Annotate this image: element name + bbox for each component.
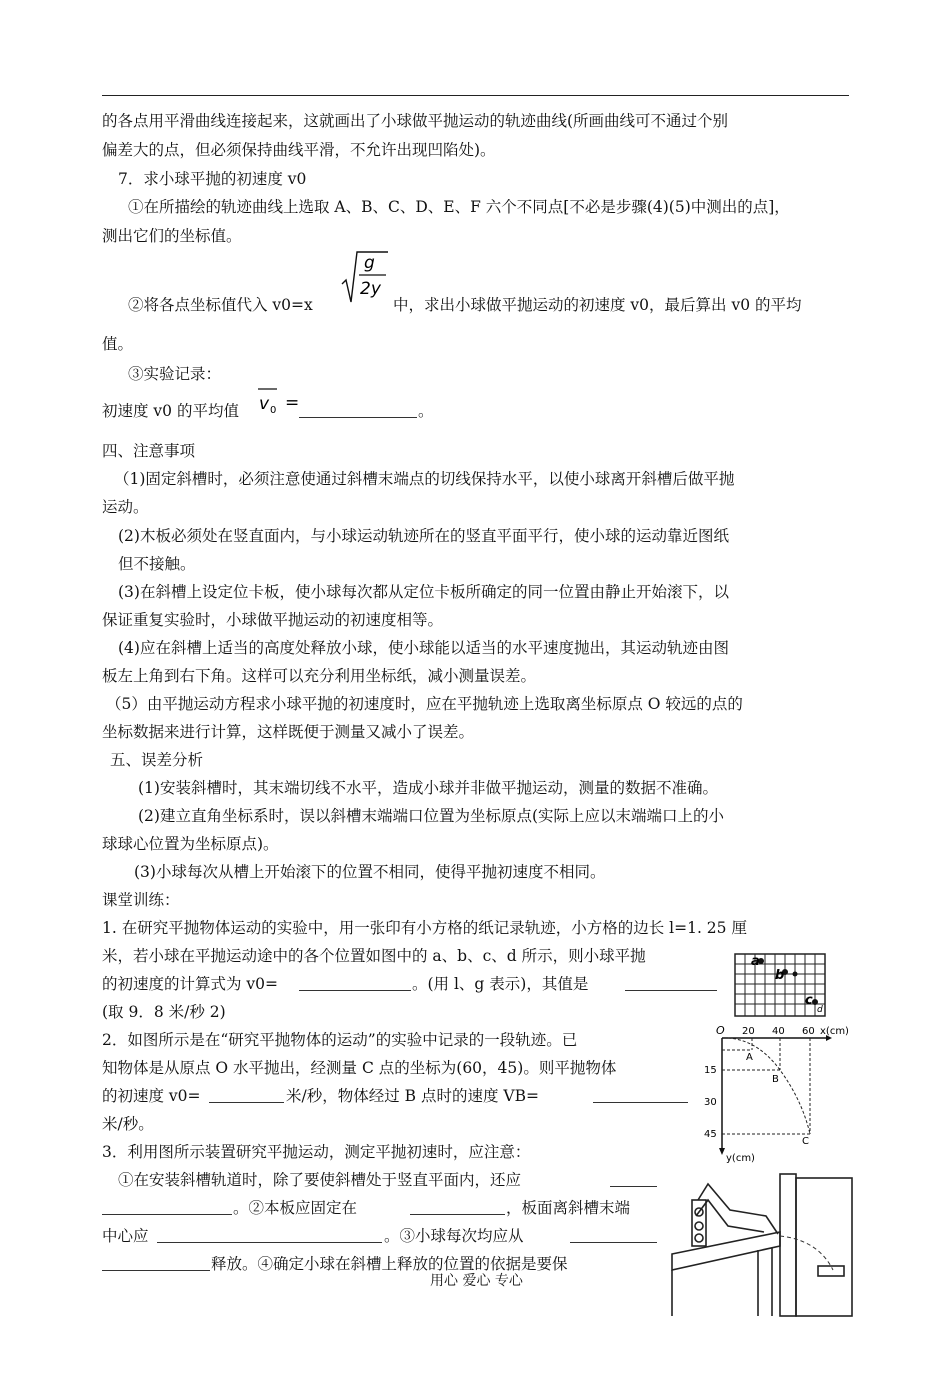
svg-text:15: 15 bbox=[704, 1065, 717, 1076]
question-line: 释放。④确定小球在斜槽上释放的位置的依据是要保 bbox=[211, 1255, 568, 1273]
grid-figure bbox=[733, 952, 833, 1022]
answer-blank[interactable] bbox=[102, 1256, 210, 1271]
section-heading: 四、注意事项 bbox=[102, 442, 196, 460]
point-b: b bbox=[775, 968, 785, 983]
paragraph-line: 测出它们的坐标值。 bbox=[102, 227, 242, 245]
answer-blank[interactable] bbox=[570, 1228, 657, 1243]
paragraph-line: 值。 bbox=[102, 335, 134, 353]
svg-text:v: v bbox=[259, 394, 270, 414]
paragraph-line: 初速度 v0 的平均值 bbox=[102, 402, 239, 420]
question-line: 。②本板应固定在 bbox=[233, 1199, 358, 1217]
section-heading: 课堂训练： bbox=[102, 891, 180, 909]
paragraph-line: (2)建立直角坐标系时，误以斜槽末端端口位置为坐标原点(实际上应以末端端口上的小 bbox=[138, 807, 725, 825]
paragraph-line: ②将各点坐标值代入 v0=x bbox=[128, 296, 313, 314]
svg-text:0: 0 bbox=[270, 405, 277, 416]
section-heading: 五、误差分析 bbox=[110, 751, 204, 769]
answer-blank[interactable] bbox=[410, 1200, 505, 1215]
header-rule bbox=[102, 95, 849, 96]
svg-text:O: O bbox=[716, 1024, 725, 1037]
answer-blank[interactable] bbox=[102, 1200, 232, 1215]
question-line: 1. 在研究平抛物体运动的实验中，用一张印有小方格的纸记录轨迹，小方格的边长 l=1. 25 厘 bbox=[102, 919, 747, 937]
answer-blank[interactable] bbox=[299, 403, 417, 418]
point-C: C bbox=[802, 1136, 809, 1147]
point-A: A bbox=[746, 1052, 753, 1063]
answer-blank[interactable] bbox=[610, 1172, 657, 1187]
question-line: 中心应 bbox=[102, 1227, 149, 1245]
paragraph-line: 但不接触。 bbox=[118, 555, 196, 573]
x-axis-unit: x(cm) bbox=[820, 1026, 849, 1037]
y-axis-unit: y(cm) bbox=[726, 1153, 755, 1164]
question-line: 米，若小球在平抛运动途中的各个位置如图中的 a、b、c、d 所示，则小球平抛 bbox=[102, 947, 646, 965]
question-line: (取 9．8 米/秒 2) bbox=[102, 1003, 226, 1021]
section-heading: 7．求小球平抛的初速度 v0 bbox=[118, 170, 307, 188]
answer-blank[interactable] bbox=[209, 1088, 284, 1103]
point-d: d bbox=[817, 1005, 823, 1015]
question-line: 知物体是从原点 O 水平抛出，经测量 C 点的坐标为(60，45)。则平抛物体 bbox=[102, 1059, 617, 1077]
question-line: 的初速度的计算式为 v0= bbox=[102, 975, 279, 993]
answer-blank[interactable] bbox=[593, 1088, 688, 1103]
svg-text:20: 20 bbox=[742, 1026, 755, 1037]
trajectory-figure bbox=[698, 1020, 858, 1170]
answer-blank[interactable] bbox=[299, 976, 411, 991]
formula-denominator: 2y bbox=[360, 279, 381, 299]
paragraph-line: 的各点用平滑曲线连接起来，这就画出了小球做平抛运动的轨迹曲线(所画曲线可不通过个别 bbox=[102, 112, 729, 130]
question-line: ①在安装斜槽轨道时，除了要使斜槽处于竖直平面内，还应 bbox=[118, 1171, 522, 1189]
paragraph-line: 偏差大的点，但必须保持曲线平滑，不允许出现凹陷处)。 bbox=[102, 141, 496, 159]
paragraph-line: 板左上角到右下角。这样可以充分利用坐标纸，减小测量误差。 bbox=[102, 667, 537, 685]
paragraph-line: 保证重复实验时，小球做平抛运动的初速度相等。 bbox=[102, 611, 444, 629]
question-line: 米/秒。 bbox=[102, 1115, 154, 1133]
paragraph-line: 坐标数据来进行计算，这样既便于测量又减小了误差。 bbox=[102, 723, 475, 741]
answer-blank[interactable] bbox=[157, 1228, 382, 1243]
svg-text:40: 40 bbox=[772, 1026, 785, 1037]
formula-vbar bbox=[255, 384, 303, 420]
question-line: ，板面离斜槽末端 bbox=[506, 1199, 631, 1217]
question-line: 。③小球每次均应从 bbox=[384, 1227, 524, 1245]
svg-text:=: = bbox=[285, 393, 300, 413]
svg-text:60: 60 bbox=[802, 1026, 815, 1037]
paragraph-line: (2)木板必须处在竖直面内，与小球运动轨迹所在的竖直平面平行，使小球的运动靠近图纸 bbox=[118, 527, 729, 545]
paragraph-line: ①在所描绘的轨迹曲线上选取 A、B、C、D、E、F 六个不同点[不必是步骤(4)(5)中测出的点]， bbox=[128, 198, 790, 216]
page-footer: 用心 爱心 专心 bbox=[430, 1273, 523, 1289]
formula-sqrt bbox=[340, 248, 390, 306]
question-line: 。(用 l、g 表示)，其值是 bbox=[412, 975, 589, 993]
svg-text:30: 30 bbox=[704, 1097, 717, 1108]
question-line: 2．如图所示是在“研究平抛物体的运动”的实验中记录的一段轨迹。已 bbox=[102, 1031, 578, 1049]
paragraph-line: 中，求出小球做平抛运动的初速度 v0，最后算出 v0 的平均 bbox=[393, 296, 802, 314]
paragraph-line: (1)安装斜槽时，其末端切线不水平，造成小球并非做平抛运动，测量的数据不准确。 bbox=[138, 779, 718, 797]
point-a: a bbox=[751, 954, 760, 969]
question-line: 3．利用图所示装置研究平抛运动，测定平抛初速时，应注意： bbox=[102, 1143, 531, 1161]
answer-blank[interactable] bbox=[625, 976, 717, 991]
paragraph-line: 运动。 bbox=[102, 498, 149, 516]
paragraph-line: 。 bbox=[418, 402, 434, 420]
formula-numerator: g bbox=[364, 253, 375, 273]
paragraph-line: ③实验记录： bbox=[128, 365, 222, 383]
paragraph-line: (3)小球每次从槽上开始滚下的位置不相同，使得平抛初速度不相同。 bbox=[134, 863, 606, 881]
apparatus-figure bbox=[668, 1170, 858, 1320]
point-B: B bbox=[772, 1074, 779, 1085]
point-c: c bbox=[805, 993, 813, 1008]
question-line: 米/秒，物体经过 B 点时的速度 VB= bbox=[286, 1087, 539, 1105]
svg-text:45: 45 bbox=[704, 1129, 717, 1140]
paragraph-line: （1)固定斜槽时，必须注意使通过斜槽末端点的切线保持水平，以使小球离开斜槽后做平抛 bbox=[114, 470, 735, 488]
question-line: 的初速度 v0= bbox=[102, 1087, 201, 1105]
paragraph-line: (3)在斜槽上设定位卡板，使小球每次都从定位卡板所确定的同一位置由静止开始滚下，以 bbox=[118, 583, 729, 601]
paragraph-line: (4)应在斜槽上适当的高度处释放小球，使小球能以适当的水平速度抛出，其运动轨迹由图 bbox=[118, 639, 729, 657]
paragraph-line: 球球心位置为坐标原点)。 bbox=[102, 835, 279, 853]
paragraph-line: （5）由平抛运动方程求小球平抛的初速度时，应在平抛轨迹上选取离坐标原点 O 较远的点的 bbox=[106, 695, 743, 713]
